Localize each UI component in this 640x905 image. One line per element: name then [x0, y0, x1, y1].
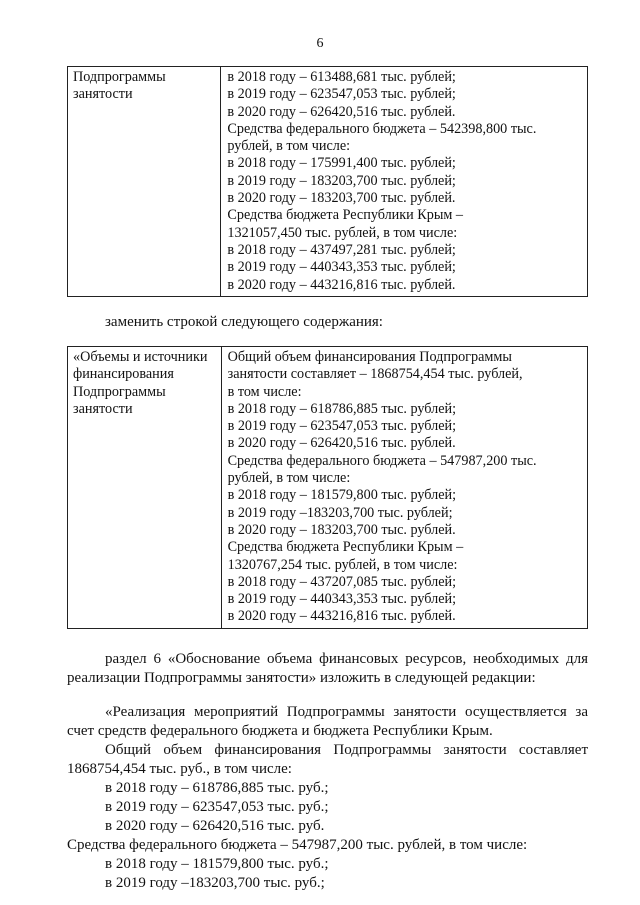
- table-line: в 2018 году – 175991,400 тыс. рублей;: [227, 155, 456, 172]
- table-line: Средства бюджета Республики Крым –: [227, 207, 464, 224]
- table-cell-values: [221, 67, 588, 297]
- table-previous-financing: [67, 66, 588, 297]
- table-row: [68, 67, 588, 297]
- table-line: в 2020 году – 626420,516 тыс. рублей.: [227, 103, 456, 120]
- table-line: рублей, в том числе:: [227, 470, 351, 487]
- table-line: в 2020 году – 626420,516 тыс. рублей.: [227, 435, 456, 452]
- body-paragraph-line: Средства федерального бюджета – 547987,200 тыс. рублей, в том числе:: [67, 837, 528, 853]
- body-paragraph-line: в 2018 году – 181579,800 тыс. руб.;: [105, 856, 329, 872]
- table-line: 1320767,254 тыс. рублей, в том числе:: [227, 556, 458, 573]
- body-paragraph-line: в 2020 году – 626420,516 тыс. руб.: [105, 818, 325, 834]
- table-line: в 2020 году – 183203,700 тыс. рублей.: [227, 190, 456, 207]
- body-paragraph-line: в 2018 году – 618786,885 тыс. руб.;: [105, 780, 329, 796]
- table-line: в 2019 году – 623547,053 тыс. рублей;: [227, 418, 457, 435]
- table-line: Средства федерального бюджета – 542398,800 тыс.: [227, 120, 537, 137]
- table-line: в 2019 году – 623547,053 тыс. рублей;: [227, 86, 456, 103]
- table-cell-label: «Объемы и источники финансирования Подпрограммы занятости: [68, 347, 222, 629]
- section-heading-line: реализации Подпрограммы занятости» изложить в следующей редакции:: [67, 670, 536, 686]
- table-line: 1321057,450 тыс. рублей, в том числе:: [227, 224, 458, 241]
- table-line: в 2020 году – 443216,816 тыс. рублей.: [227, 608, 456, 625]
- table-line: в том числе:: [227, 383, 302, 400]
- body-paragraph-line: в 2019 году – 623547,053 тыс. руб.;: [105, 799, 329, 815]
- table-line: Средства бюджета Республики Крым –: [227, 539, 464, 556]
- table-line: в 2018 году – 613488,681 тыс. рублей;: [227, 69, 456, 85]
- page-number: 6: [316, 36, 324, 51]
- table-line: в 2018 году – 181579,800 тыс. рублей;: [227, 487, 457, 504]
- table-line: занятости составляет – 1868754,454 тыс. рублей,: [227, 366, 523, 383]
- table-row: [68, 347, 588, 629]
- table-line: в 2020 году – 183203,700 тыс. рублей.: [227, 521, 456, 538]
- table-line: в 2018 году – 437497,281 тыс. рублей;: [227, 241, 456, 258]
- table-line: Общий объем финансирования Подпрограммы: [227, 349, 512, 365]
- table-line: в 2019 году –183203,700 тыс. рублей;: [227, 504, 453, 521]
- table-line: в 2018 году – 437207,085 тыс. рублей;: [227, 573, 457, 590]
- table-cell-values: [221, 347, 587, 629]
- body-paragraph-line: счет средств федерального бюджета и бюджета Республики Крым.: [67, 723, 493, 739]
- table-line: рублей, в том числе:: [227, 138, 351, 155]
- body-paragraph-line: «Реализация мероприятий Подпрограммы занятости осуществляется за: [105, 704, 588, 720]
- table-line: в 2019 году – 183203,700 тыс. рублей;: [227, 172, 456, 189]
- table-line: в 2019 году – 440343,353 тыс. рублей;: [227, 591, 457, 608]
- body-paragraph-line: в 2019 году –183203,700 тыс. руб.;: [105, 875, 325, 891]
- table-line: в 2018 году – 618786,885 тыс. рублей;: [227, 400, 457, 417]
- section-heading-line: раздел 6 «Обоснование объема финансовых ресурсов, необходимых для: [105, 651, 588, 667]
- body-paragraph-line: Общий объем финансирования Подпрограммы занятости составляет: [105, 742, 588, 758]
- table-line: в 2020 году – 443216,816 тыс. рублей.: [227, 276, 456, 293]
- replace-instruction: заменить строкой следующего содержания:: [105, 314, 383, 330]
- table-cell-label: Подпрограммы занятости: [68, 67, 221, 297]
- table-new-financing: [67, 346, 588, 629]
- body-paragraph-line: 1868754,454 тыс. руб., в том числе:: [67, 761, 292, 777]
- table-line: в 2019 году – 440343,353 тыс. рублей;: [227, 259, 456, 276]
- table-line: Средства федерального бюджета – 547987,200 тыс.: [227, 452, 537, 469]
